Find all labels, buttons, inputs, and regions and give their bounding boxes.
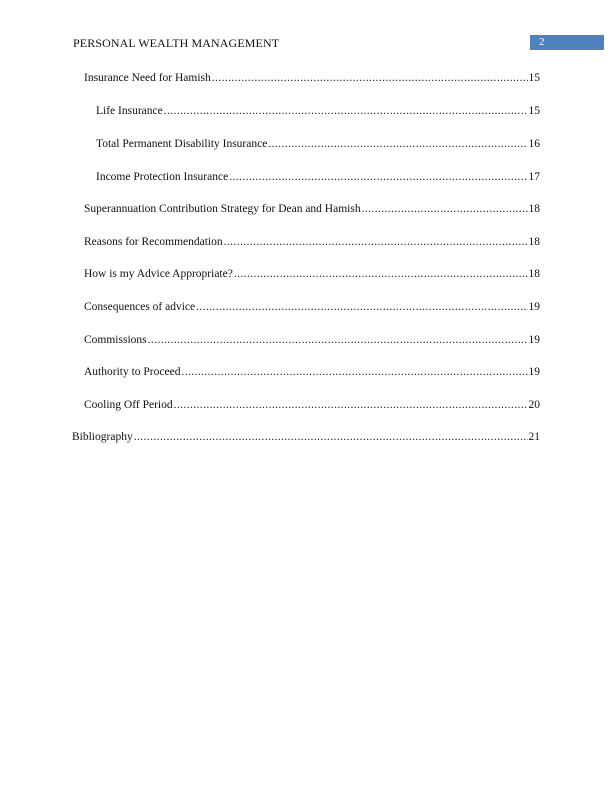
- toc-entry-page: 17: [528, 171, 540, 183]
- dot-leader: [164, 103, 528, 119]
- toc-entry-label: Superannuation Contribution Strategy for Dean and Hamish: [84, 203, 361, 215]
- toc-entry-page: 19: [528, 301, 540, 313]
- toc-entry-label: Life Insurance: [96, 105, 163, 117]
- toc-entry-label: Reasons for Recommendation: [84, 236, 223, 248]
- toc-entry-cooling-off-period[interactable]: [84, 397, 540, 413]
- toc-entry-reasons-for-recommendation[interactable]: [84, 234, 540, 250]
- dot-leader: [224, 234, 528, 250]
- toc-entry-label: Income Protection Insurance: [96, 171, 229, 183]
- page-header: [0, 0, 612, 56]
- toc-entry-label: How is my Advice Appropriate?: [84, 268, 233, 280]
- toc-entry-commissions[interactable]: [84, 332, 540, 348]
- toc-entry-page: 20: [528, 399, 540, 411]
- dot-leader: [134, 429, 528, 445]
- toc-entry-page: 21: [528, 431, 540, 443]
- toc-entry-life-insurance[interactable]: [96, 103, 540, 119]
- toc-entry-page: 16: [528, 138, 540, 150]
- toc-entry-total-permanent-disability-insurance[interactable]: [96, 136, 540, 152]
- toc-entry-page: 15: [528, 105, 540, 117]
- toc-entry-label: Authority to Proceed: [84, 366, 181, 378]
- toc-entry-page: 15: [528, 72, 540, 84]
- toc-entry-label: Commissions: [84, 334, 147, 346]
- toc-entry-bibliography[interactable]: [72, 429, 540, 445]
- toc-entry-page: 18: [528, 236, 540, 248]
- toc-entry-how-is-my-advice-appropriate[interactable]: [84, 266, 540, 282]
- toc-entry-page: 19: [528, 334, 540, 346]
- dot-leader: [362, 201, 528, 217]
- toc-entry-label: Total Permanent Disability Insurance: [96, 138, 268, 150]
- toc-entry-label: Consequences of advice: [84, 301, 196, 313]
- toc-entry-label: Insurance Need for Hamish: [84, 72, 211, 84]
- toc-entry-income-protection-insurance[interactable]: [96, 169, 540, 185]
- dot-leader: [212, 70, 528, 86]
- dot-leader: [148, 332, 528, 348]
- dot-leader: [181, 364, 527, 380]
- toc-entry-page: 18: [528, 203, 540, 215]
- page-number-badge: 2: [530, 35, 604, 50]
- dot-leader: [268, 136, 527, 152]
- toc-entry-label: Cooling Off Period: [84, 399, 173, 411]
- toc-entry-insurance-need-for-hamish[interactable]: [84, 70, 540, 86]
- toc-entry-superannuation-contribution-strategy[interactable]: [84, 201, 540, 217]
- dot-leader: [234, 266, 528, 282]
- running-head-title: PERSONAL WEALTH MANAGEMENT: [73, 36, 280, 50]
- toc-entry-page: 19: [528, 366, 540, 378]
- toc-entry-authority-to-proceed[interactable]: [84, 364, 540, 380]
- toc-entry-consequences-of-advice[interactable]: [84, 299, 540, 315]
- dot-leader: [174, 397, 528, 413]
- dot-leader: [196, 299, 527, 315]
- toc-entry-label: Bibliography: [72, 431, 133, 443]
- toc-entry-page: 18: [528, 268, 540, 280]
- dot-leader: [229, 169, 527, 185]
